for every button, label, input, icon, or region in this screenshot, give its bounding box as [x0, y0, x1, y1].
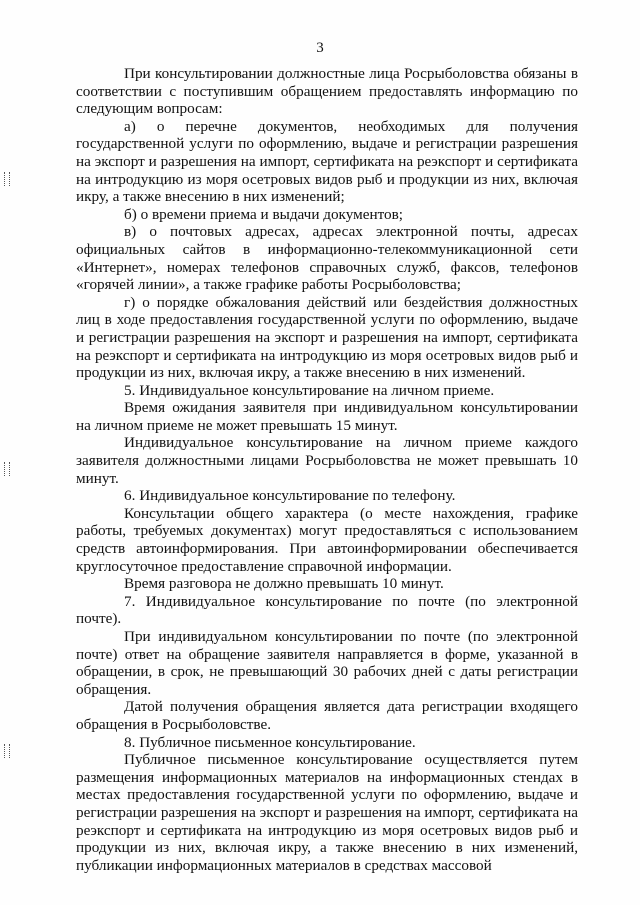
paragraph-intro: При консультировании должностные лица Росрыболовства обязаны в соответствии с поступившим обращением предоставлять информацию по следующим вопросам: — [76, 65, 578, 118]
scan-margin-mark — [4, 744, 10, 758]
section-6-heading: 6. Индивидуальное консультирование по телефону. — [124, 487, 456, 505]
list-item-a: а) о перечне документов, необходимых для получения государственной услуги по оформлению, выдаче и регистрации разрешения на экспорт и разрешения на импорт, сертификата на реэкспорт и сертификата на интродукцию из моря осетровых видов рыб и продукции из них, включая икру, а также внесению в них изменений; — [76, 117, 578, 206]
paragraph: Публичное письменное консультирование осуществляется путем размещения информационных материалов на информационных стендах в местах предоставления государственной услуги по оформлению, выдаче и регистрации разрешения на экспорт и разрешения на импорт, сертификата на реэкспорт и сертификата на интродукцию из моря осетровых видов рыб и продукции из них, включая икру, а также внесению в них изменений, публикации информационных материалов в средствах массовой — [76, 751, 578, 874]
list-item-b: б) о времени приема и выдачи документов; — [124, 205, 404, 223]
paragraph: Время разговора не должно превышать 10 минут. — [124, 575, 444, 593]
paragraph: Консультации общего характера (о месте нахождения, графике работы, требуемых документах) могут предоставляться с использованием средств автоинформирования. При автоинформировании обеспечивается круглосуточное предоставление справочной информации. — [76, 504, 578, 575]
paragraph: Время ожидания заявителя при индивидуальном консультировании на личном приеме не может превышать 15 минут. — [76, 399, 578, 434]
scan-margin-mark — [4, 172, 10, 186]
document-body — [76, 65, 578, 874]
paragraph: Датой получения обращения является дата регистрации входящего обращения в Росрыболовстве. — [76, 698, 578, 733]
section-8-heading: 8. Публичное письменное консультирование. — [124, 733, 416, 751]
page-number: 3 — [316, 40, 324, 56]
scan-margin-mark — [4, 462, 10, 476]
list-item-g: г) о порядке обжалования действий или бездействия должностных лиц в ходе предоставления государственной услуги по оформлению, выдаче и регистрации разрешения на экспорт и разрешения на импорт, сертификата на реэкспорт и сертификата на интродукцию из моря осетровых видов рыб и продукции из них, включая икру, а также внесению в них изменений. — [76, 293, 578, 382]
paragraph: Индивидуальное консультирование на личном приеме каждого заявителя должностными лицами Росрыболовства не может превышать 10 минут. — [76, 434, 578, 487]
section-7-heading: 7. Индивидуальное консультирование по почте (по электронной почте). — [76, 592, 578, 628]
section-5-heading: 5. Индивидуальное консультирование на личном приеме. — [124, 381, 495, 399]
list-item-v: в) о почтовых адресах, адресах электронной почты, адресах официальных сайтов в информационно-телекоммуникационной сети «Интернет», номерах телефонов справочных служб, факсов, телефонов «горячей линии», а также графике работы Росрыболовства; — [76, 223, 578, 294]
paragraph: При индивидуальном консультировании по почте (по электронной почте) ответ на обращение заявителя направляется в форме, указанной в обращении, в срок, не превышающий 30 рабочих дней с даты регистрации обращения. — [76, 628, 578, 698]
